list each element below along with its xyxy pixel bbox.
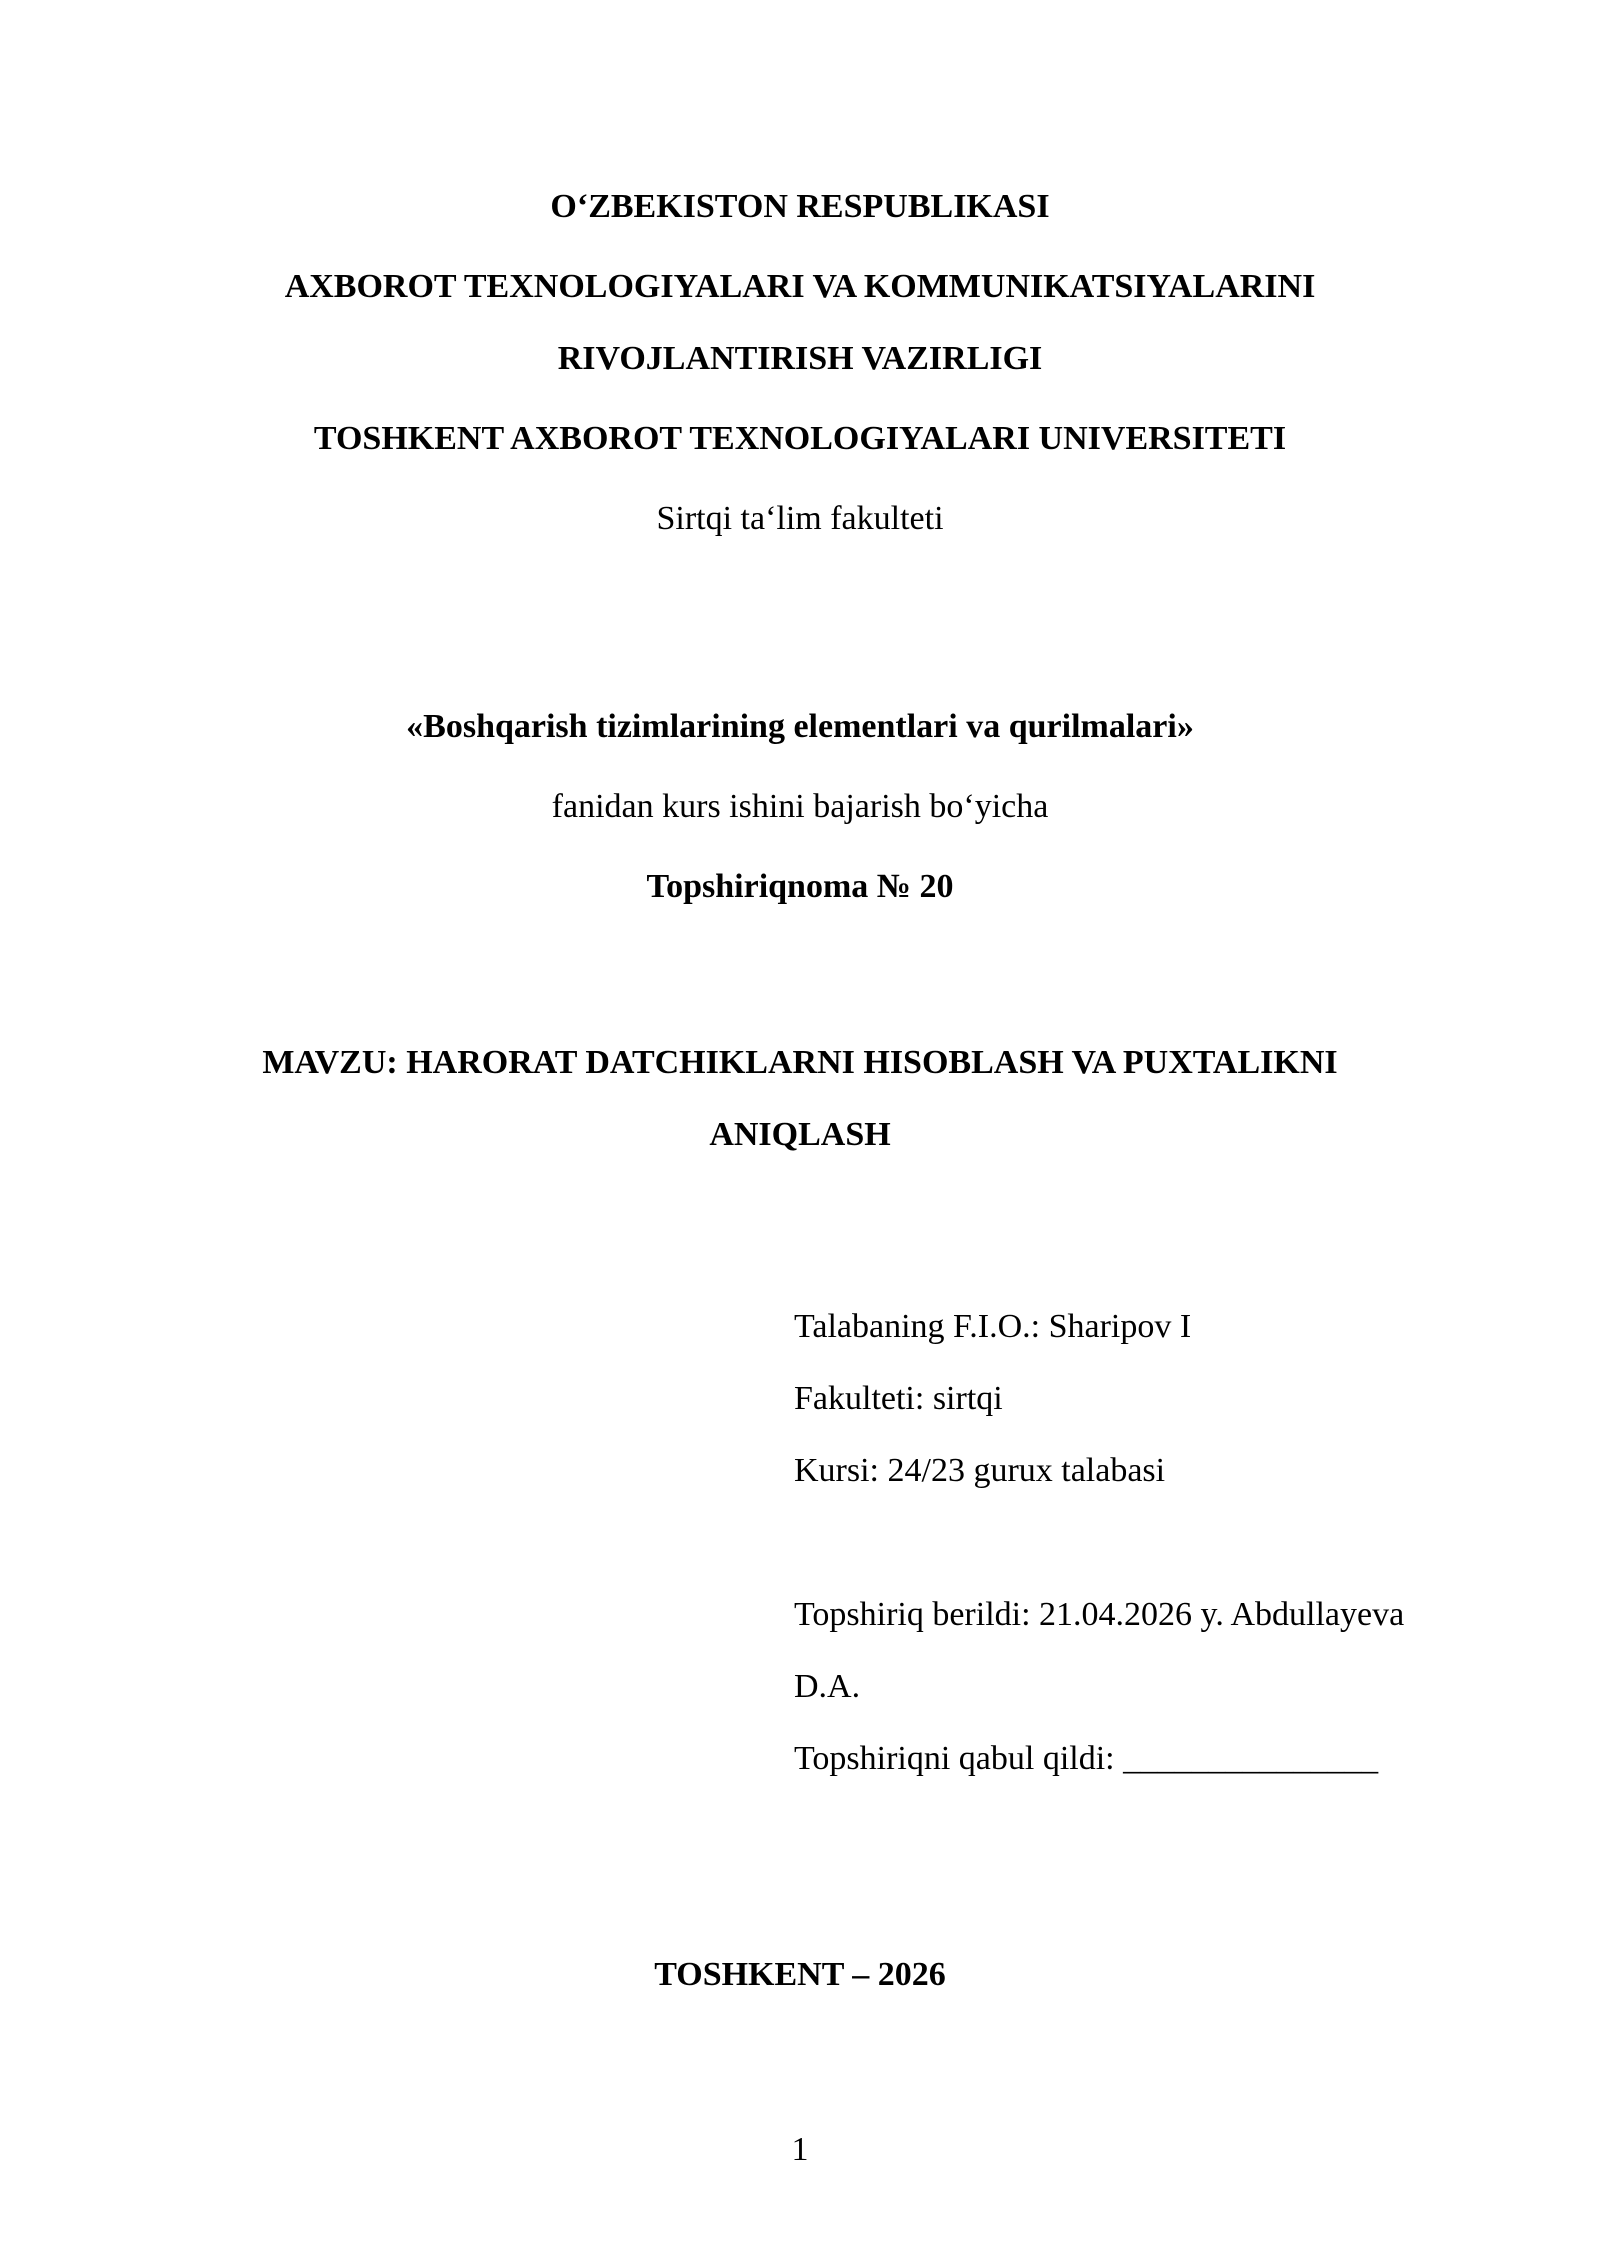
page-number: 1 <box>791 2131 809 2168</box>
assignment-accepted: Topshiriqni qabul qildi: _______________ <box>794 1740 1379 1777</box>
subject-description: fanidan kurs ishini bajarish bo‘yicha <box>551 788 1049 825</box>
subject-title: «Boshqarish tizimlarining elementlari va qurilmalari» <box>406 708 1194 745</box>
student-course: Kursi: 24/23 gurux talabasi <box>794 1452 1166 1489</box>
assignment-issued-line2: D.A. <box>794 1668 861 1705</box>
university-heading: TOSHKENT AXBOROT TEXNOLOGIYALARI UNIVERSITETI <box>313 420 1287 457</box>
ministry-heading-line1: AXBOROT TEXNOLOGIYALARI VA KOMMUNIKATSIYALARINI <box>284 268 1316 305</box>
ministry-heading-line2: RIVOJLANTIRISH VAZIRLIGI <box>557 340 1043 377</box>
assignment-number: Topshiriqnoma № 20 <box>646 868 954 905</box>
assignment-issued-line1: Topshiriq berildi: 21.04.2026 y. Abdullayeva <box>794 1596 1405 1633</box>
topic-line1: MAVZU: HARORAT DATCHIKLARNI HISOBLASH VA PUXTALIKNI <box>262 1044 1338 1081</box>
faculty-heading: Sirtqi ta‘lim fakulteti <box>656 500 944 537</box>
student-faculty: Fakulteti: sirtqi <box>794 1380 1003 1417</box>
topic-line2: ANIQLASH <box>709 1116 891 1153</box>
student-name: Talabaning F.I.O.: Sharipov I <box>794 1308 1192 1345</box>
country-heading: O‘ZBEKISTON RESPUBLIKASI <box>550 188 1050 225</box>
city-year: TOSHKENT – 2026 <box>654 1956 946 1993</box>
